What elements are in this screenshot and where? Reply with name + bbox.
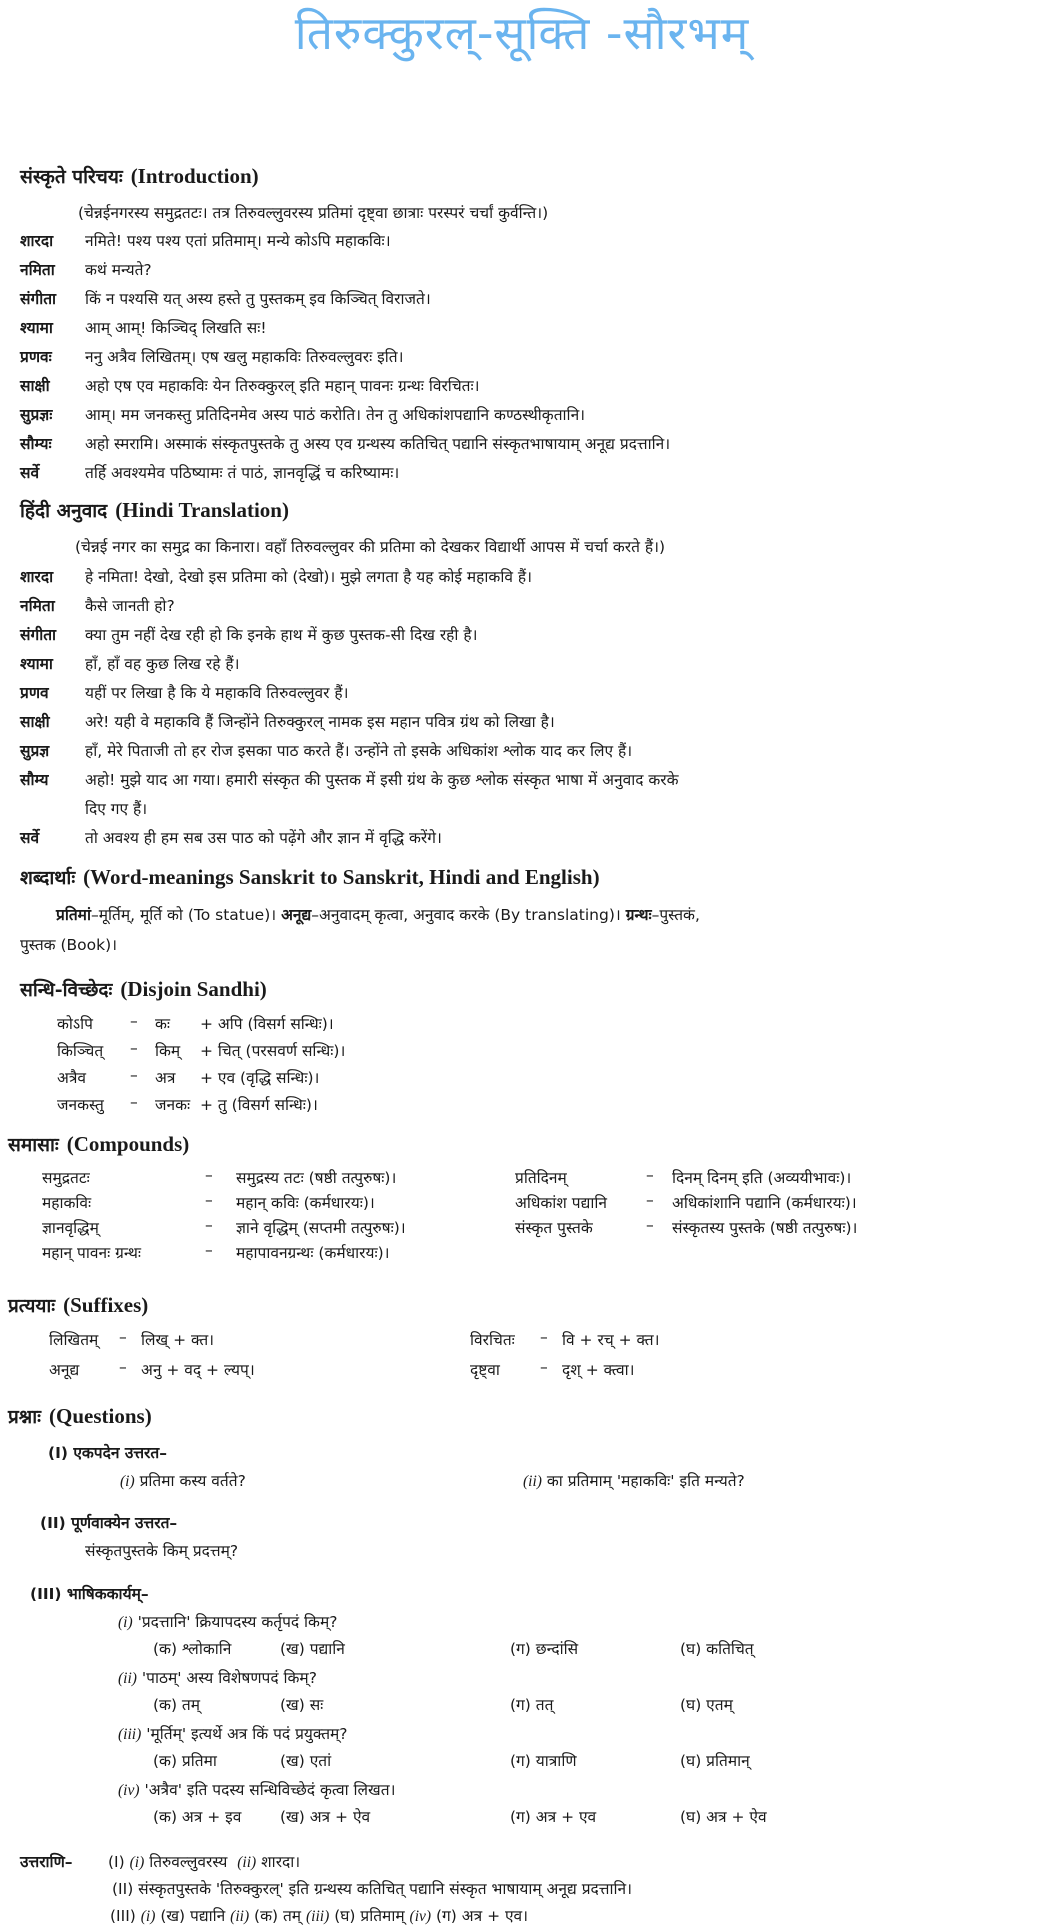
suffix-explanation: वि + रच् + क्त। (562, 1331, 660, 1349)
heading-sanskrit: सन्धि-विच्छेदः (20, 979, 113, 1001)
speaker-name: सुप्रज्ञः (20, 406, 53, 424)
question-1-ii (523, 1469, 745, 1491)
heading-sanskrit: प्रत्ययाः (8, 1295, 56, 1317)
answer-text: (घ) प्रतिमाम् (334, 1907, 405, 1925)
compound-word: संस्कृत पुस्तके (515, 1219, 593, 1237)
answer-number: (iii) (306, 1908, 330, 1925)
heading-sanskrit: प्रश्नाः (8, 1406, 42, 1428)
compound-explanation: समुद्रस्य तटः (षष्ठी तत्पुरुषः)। (236, 1169, 397, 1187)
answer-text: (ग) अत्र + एव। (436, 1907, 529, 1925)
suffix-word: दृष्ट्वा (470, 1361, 500, 1379)
dash: – (130, 1093, 138, 1111)
answers-label: उत्तराणि– (20, 1853, 73, 1871)
answer-line-3 (110, 1904, 528, 1926)
question-text: का प्रतिमाम् 'महाकविः' इति मन्यते? (546, 1472, 745, 1490)
answer-option[interactable]: (घ) प्रतिमान् (680, 1752, 750, 1770)
answer-group: (I) (108, 1853, 125, 1871)
compound-explanation: महान् कविः (कर्मधारयः)। (236, 1194, 375, 1212)
heading-english: (Introduction) (130, 164, 259, 188)
heading-english: (Suffixes) (63, 1293, 149, 1317)
answer-option[interactable]: (ख) एतां (280, 1752, 332, 1770)
dash: – (540, 1358, 548, 1376)
question-1-i (120, 1469, 246, 1491)
dialogue-text-continued: दिए गए हैं। (85, 800, 148, 818)
scene-description-hindi: (चेन्नई नगर का समुद्र का किनारा। वहाँ तिरुवल्लुवर की प्रतिमा को देखकर विद्यार्थी आपस में चर्चा करते हैं।) (75, 538, 665, 556)
answer-option[interactable]: (ख) अत्र + ऐव (280, 1808, 371, 1826)
dialogue-text: अहो स्मरामि। अस्माकं संस्कृतपुस्तके तु अस्य एव ग्रन्थस्य कतिचित् पद्यानि संस्कृतभाषायाम् अनूद्य प्रदत्तानि। (85, 435, 671, 453)
word-meanings-line (56, 903, 700, 925)
answer-line-2: (II) संस्कृतपुस्तके 'तिरुक्कुरल्' इति ग्रन्थस्य कतिचित् पद्यानि संस्कृत भाषायाम् अनूद्य प्रदत्तानि। (112, 1880, 632, 1898)
question-text: 'अत्रैव' इति पदस्य सन्धिविच्छेदं कृत्वा लिखत। (144, 1781, 396, 1799)
answer-option[interactable]: (क) तम् (153, 1696, 201, 1714)
answer-option[interactable]: (ख) सः (280, 1696, 324, 1714)
word-meanings-continuation: पुस्तक (Book)। (20, 936, 118, 954)
speaker-name: शारदा (20, 568, 54, 586)
sandhi-type: + अपि (विसर्ग सन्धिः)। (200, 1015, 334, 1033)
speaker-name: सर्वे (20, 464, 40, 482)
answer-text: तिरुवल्लुवरस्य (149, 1853, 228, 1871)
question-item (118, 1778, 395, 1800)
heading-english: (Compounds) (66, 1132, 190, 1156)
dialogue-text: अरे! यही वे महाकवि हैं जिन्होंने तिरुक्कुरल् नामक इस महान पवित्र ग्रंथ को लिखा है। (85, 713, 555, 731)
dialogue-text: कथं मन्यते? (85, 261, 152, 279)
speaker-name: श्यामा (20, 655, 53, 673)
meaning: –मूर्तिम्, मूर्ति को (To statue)। (90, 906, 277, 924)
intro-heading (20, 163, 259, 189)
answer-number: (iv) (409, 1908, 432, 1925)
dialogue-text: ननु अत्रैव लिखितम्। एष खलु महाकविः तिरुवल्लुवरः इति। (85, 348, 404, 366)
speaker-name: नमिता (20, 597, 55, 615)
speaker-name: प्रणव (20, 684, 49, 702)
dialogue-text: आम्। मम जनकस्तु प्रतिदिनमेव अस्य पाठं करोति। तेन तु अधिकांशपद्यानि कण्ठस्थीकृतानि। (85, 406, 586, 424)
question-number: (ii) (118, 1670, 137, 1687)
answer-line-1 (108, 1850, 300, 1872)
question-group-3-label: (III) भाषिककार्यम्– (30, 1585, 149, 1603)
speaker-name: साक्षी (20, 377, 50, 395)
dash: – (205, 1241, 213, 1259)
meaning: –पुस्तकं, (651, 906, 700, 924)
sandhi-split: जनकः (155, 1096, 191, 1114)
word: ग्रन्थः (625, 906, 652, 924)
dialogue-text: हाँ, हाँ वह कुछ लिख रहे हैं। (85, 655, 240, 673)
answer-option[interactable]: (ख) पद्यानि (280, 1640, 345, 1658)
suffix-explanation: लिख् + क्त। (141, 1331, 215, 1349)
dialogue-text: क्या तुम नहीं देख रही हो कि इनके हाथ में कुछ पुस्तक-सी दिख रही है। (85, 626, 478, 644)
question-item (118, 1666, 317, 1688)
sandhi-split: कः (155, 1015, 171, 1033)
sandhi-word: अत्रैव (57, 1069, 87, 1087)
compound-explanation: अधिकांशानि पद्यानि (कर्मधारयः)। (672, 1194, 857, 1212)
question-text: 'प्रदत्तानि' क्रियापदस्य कर्तृपदं किम्? (137, 1613, 338, 1631)
compound-explanation: महापावनग्रन्थः (कर्मधारयः)। (236, 1244, 390, 1262)
dialogue-text: हे नमिता! देखो, देखो इस प्रतिमा को (देखो)। मुझे लगता है यह कोई महाकवि हैं। (85, 568, 532, 586)
dash: – (119, 1328, 127, 1346)
compound-explanation: दिनम् दिनम् इति (अव्ययीभावः)। (672, 1169, 852, 1187)
answer-option[interactable]: (ग) अत्र + एव (510, 1808, 597, 1826)
question-number: (i) (118, 1614, 133, 1631)
dash: – (205, 1166, 213, 1184)
sandhi-split: अत्र (155, 1069, 176, 1087)
answer-option[interactable]: (ग) तत् (510, 1696, 554, 1714)
heading-english: (Hindi Translation) (115, 498, 289, 522)
compound-word: समुद्रतटः (42, 1169, 90, 1187)
dialogue-text: अहो एष एव महाकविः येन तिरुक्कुरल् इति महान् पावनः ग्रन्थः विरचितः। (85, 377, 480, 395)
question-group-1-label: (I) एकपदेन उत्तरत– (48, 1444, 167, 1462)
heading-sanskrit: संस्कृते परिचयः (20, 166, 123, 188)
dash: – (130, 1066, 138, 1084)
compound-explanation: संस्कृतस्य पुस्तके (षष्ठी तत्पुरुषः)। (672, 1219, 858, 1237)
speaker-name: सर्वे (20, 829, 40, 847)
speaker-name: सौम्य (20, 771, 49, 789)
answer-number: (ii) (230, 1908, 250, 1925)
question-item (118, 1610, 337, 1632)
dash: – (130, 1012, 138, 1030)
answer-text: (ख) पद्यानि (160, 1907, 226, 1925)
speaker-name: संगीता (20, 290, 57, 308)
suffix-explanation: दृश् + क्त्वा। (562, 1361, 635, 1379)
suffix-explanation: अनु + वद् + ल्यप्। (141, 1361, 255, 1379)
sandhi-heading (20, 976, 267, 1002)
hindi-heading (20, 497, 289, 523)
word: प्रतिमां (56, 906, 91, 924)
meaning: –अनुवादम् कृत्वा, अनुवाद करके (By translating)। (311, 906, 621, 924)
page-title: तिरुक्कुरल्-सूक्ति -सौरभम् (294, 6, 750, 60)
compound-word: प्रतिदिनम् (515, 1169, 567, 1187)
sandhi-word: कोऽपि (57, 1015, 93, 1033)
dash: – (119, 1358, 127, 1376)
suffix-word: लिखितम् (49, 1331, 99, 1349)
dialogue-text: हाँ, मेरे पिताजी तो हर रोज इसका पाठ करते हैं। उन्होंने तो इसके अधिकांश श्लोक याद कर लिए हैं। (85, 742, 633, 760)
answer-option[interactable]: (क) अत्र + इव (153, 1808, 242, 1826)
speaker-name: श्यामा (20, 319, 53, 337)
compound-explanation: ज्ञाने वृद्धिम् (सप्तमी तत्पुरुषः)। (236, 1219, 406, 1237)
speaker-name: संगीता (20, 626, 57, 644)
compound-word: महाकविः (42, 1194, 92, 1212)
suffix-word: विरचितः (470, 1331, 515, 1349)
word: अनूद्य (281, 906, 312, 924)
scene-description: (चेन्नईनगरस्य समुद्रतटः। तत्र तिरुवल्लुवरस्य प्रतिमां दृष्ट्वा छात्राः परस्परं चर्चां कुर्वन्ति।) (78, 204, 549, 222)
question-text: प्रतिमा कस्य वर्तते? (139, 1472, 246, 1490)
question-number: (iv) (118, 1782, 140, 1799)
answer-number: (ii) (237, 1854, 257, 1871)
dialogue-text: नमिते! पश्य पश्य एतां प्रतिमाम्। मन्ये कोऽपि महाकविः। (85, 232, 391, 250)
sandhi-word: जनकस्तु (57, 1096, 104, 1114)
speaker-name: प्रणवः (20, 348, 52, 366)
sandhi-type: + चित् (परसवर्ण सन्धिः)। (200, 1042, 346, 1060)
dash: – (646, 1216, 654, 1234)
dash: – (646, 1191, 654, 1209)
sandhi-word: किञ्चित् (57, 1042, 104, 1060)
dialogue-text: अहो! मुझे याद आ गया। हमारी संस्कृत की पुस्तक में इसी ग्रंथ के कुछ श्लोक संस्कृत भाषा में अनुवाद करके (85, 771, 679, 789)
heading-english: (Word-meanings Sanskrit to Sanskrit, Hindi and English) (83, 865, 600, 889)
answer-number: (III) (110, 1907, 136, 1925)
speaker-name: सौम्यः (20, 435, 52, 453)
dash: – (205, 1191, 213, 1209)
answer-option[interactable]: (घ) अत्र + ऐव (680, 1808, 767, 1826)
answer-option[interactable]: (घ) कतिचित् (680, 1640, 754, 1658)
heading-sanskrit: शब्दार्थाः (20, 867, 76, 889)
word-meanings-heading (20, 864, 600, 890)
speaker-name: सुप्रज्ञ (20, 742, 50, 760)
answer-text: (क) तम् (254, 1907, 302, 1925)
answer-option[interactable]: (ग) छन्दांसि (510, 1640, 579, 1658)
heading-english: (Disjoin Sandhi) (120, 977, 267, 1001)
answer-text: शारदा। (261, 1853, 301, 1871)
dialogue-text: तर्हि अवश्यमेव पठिष्यामः तं पाठं, ज्ञानवृद्धिं च करिष्यामः। (85, 464, 400, 482)
heading-english: (Questions) (49, 1404, 152, 1428)
dash: – (205, 1216, 213, 1234)
speaker-name: शारदा (20, 232, 54, 250)
dialogue-text: तो अवश्य ही हम सब उस पाठ को पढ़ेंगे और ज्ञान में वृद्धि करेंगे। (85, 829, 442, 847)
answer-option[interactable]: (ग) यात्राणि (510, 1752, 577, 1770)
question-number: (iii) (118, 1726, 142, 1743)
question-number: (ii) (523, 1473, 542, 1490)
question-text: 'मूर्तिम्' इत्यर्थे अत्र किं पदं प्रयुक्तम्? (146, 1725, 348, 1743)
answer-number: (i) (140, 1908, 156, 1925)
dialogue-text: किं न पश्यसि यत् अस्य हस्ते तु पुस्तकम् इव किञ्चित् विराजते। (85, 290, 431, 308)
compound-word: अधिकांश पद्यानि (515, 1194, 607, 1212)
question-text: 'पाठम्' अस्य विशेषणपदं किम्? (141, 1669, 317, 1687)
speaker-name: नमिता (20, 261, 55, 279)
speaker-name: साक्षी (20, 713, 50, 731)
compound-word: ज्ञानवृद्धिम् (42, 1219, 99, 1237)
dash: – (130, 1039, 138, 1057)
sandhi-split: किम् (155, 1042, 181, 1060)
sandhi-type: + तु (विसर्ग सन्धिः)। (200, 1096, 318, 1114)
answer-option[interactable]: (घ) एतम् (680, 1696, 733, 1714)
suffix-word: अनूद्य (49, 1361, 80, 1379)
heading-hindi: हिंदी अनुवाद (20, 500, 108, 522)
dialogue-text: यहीं पर लिखा है कि ये महाकवि तिरुवल्लुवर हैं। (85, 684, 349, 702)
answer-option[interactable]: (क) श्लोकानि (153, 1640, 232, 1658)
answer-option[interactable]: (क) प्रतिमा (153, 1752, 217, 1770)
pratyaya-heading (8, 1292, 148, 1318)
dialogue-text: कैसे जानती हो? (85, 597, 175, 615)
questions-heading (8, 1403, 152, 1429)
answer-number: (i) (129, 1854, 145, 1871)
dash: – (646, 1166, 654, 1184)
sandhi-type: + एव (वृद्धि सन्धिः)। (200, 1069, 320, 1087)
samasa-heading (8, 1131, 189, 1157)
question-2-text: संस्कृतपुस्तके किम् प्रदत्तम्? (85, 1542, 239, 1560)
question-group-2-label: (II) पूर्णवाक्येन उत्तरत– (40, 1514, 178, 1532)
heading-sanskrit: समासाः (8, 1134, 59, 1156)
dash: – (540, 1328, 548, 1346)
dialogue-text: आम् आम्! किञ्चिद् लिखति सः! (85, 319, 267, 337)
question-number: (i) (120, 1473, 135, 1490)
compound-word: महान् पावनः ग्रन्थः (42, 1244, 142, 1262)
question-item (118, 1722, 348, 1744)
